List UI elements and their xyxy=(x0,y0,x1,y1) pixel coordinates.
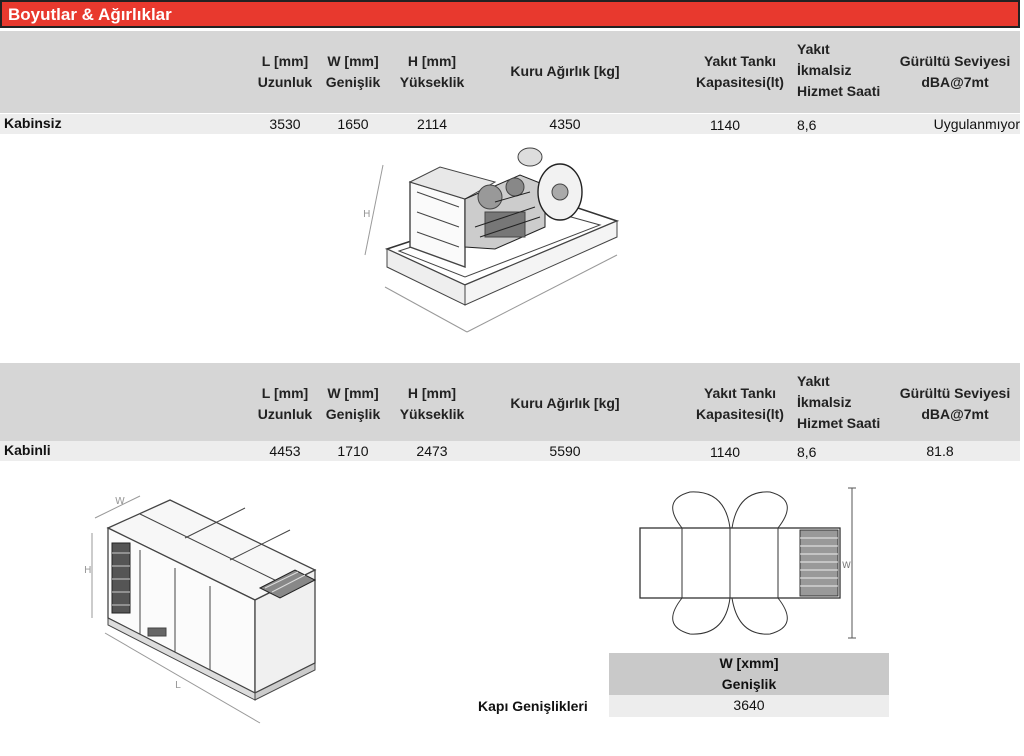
col-height: H [mm] Yükseklik xyxy=(399,385,465,422)
door-width-topview-drawing xyxy=(630,480,865,645)
cell-height: 2473 xyxy=(416,443,448,459)
cell-tank: 1140 xyxy=(709,444,741,460)
dim-w-label: W xyxy=(115,496,125,507)
cell-service: 8,6 xyxy=(797,117,817,133)
table-row-open xyxy=(0,114,1020,134)
col-weight: Kuru Ağırlık [kg] xyxy=(510,63,620,79)
table-row-cabin xyxy=(0,441,1020,461)
col-width: W [mm] Genişlik xyxy=(325,385,381,422)
cell-length: 3530 xyxy=(269,116,301,132)
spec-table-header-cabin xyxy=(0,363,1020,445)
dim-l-label: L xyxy=(175,680,181,691)
dim-h-label: H xyxy=(363,209,371,220)
open-generator-drawing xyxy=(355,137,625,342)
row-label: Kabinli xyxy=(4,442,51,458)
col-noise: Gürültü Seviyesi dBA@7mt xyxy=(899,385,1011,422)
col-service: Yakıt İkmalsiz Hizmet Saati xyxy=(797,41,881,99)
cabin-generator-drawing xyxy=(80,488,350,733)
col-weight: Kuru Ağırlık [kg] xyxy=(510,395,620,411)
col-service: Yakıt İkmalsiz Hizmet Saati xyxy=(797,373,881,431)
cell-noise: Uygulanmıyor xyxy=(933,116,1020,132)
col-tank: Yakıt Tankı Kapasitesi(lt) xyxy=(696,385,784,422)
row-label: Kabinsiz xyxy=(4,115,62,131)
cell-height: 2114 xyxy=(416,116,448,132)
cell-service: 8,6 xyxy=(797,444,817,460)
col-tank: Yakıt Tankı Kapasitesi(lt) xyxy=(696,53,784,90)
cell-weight: 5590 xyxy=(549,443,581,459)
dim-h-label: H xyxy=(84,565,92,576)
col-noise: Gürültü Seviyesi dBA@7mt xyxy=(899,53,1011,90)
dim-w-label: W xyxy=(842,561,851,571)
cell-length: 4453 xyxy=(269,443,301,459)
cell-width: 1710 xyxy=(337,443,369,459)
col-width: W [mm] Genişlik xyxy=(325,53,381,90)
door-width-value: 3640 xyxy=(609,695,889,717)
door-width-label: Kapı Genişlikleri xyxy=(478,698,588,714)
section-title-bar xyxy=(0,0,1020,28)
col-length: L [mm] Uzunluk xyxy=(257,53,313,90)
col-length: L [mm] Uzunluk xyxy=(257,385,313,422)
cell-tank: 1140 xyxy=(709,117,741,133)
cell-width: 1650 xyxy=(337,116,369,132)
cell-noise: 81.8 xyxy=(926,443,954,459)
door-width-header: W [xmm] Genişlik xyxy=(609,653,889,695)
spec-table-header-open xyxy=(0,31,1020,113)
cell-weight: 4350 xyxy=(549,116,581,132)
section-title: Boyutlar & Ağırlıklar xyxy=(8,5,172,24)
col-height: H [mm] Yükseklik xyxy=(399,53,465,90)
